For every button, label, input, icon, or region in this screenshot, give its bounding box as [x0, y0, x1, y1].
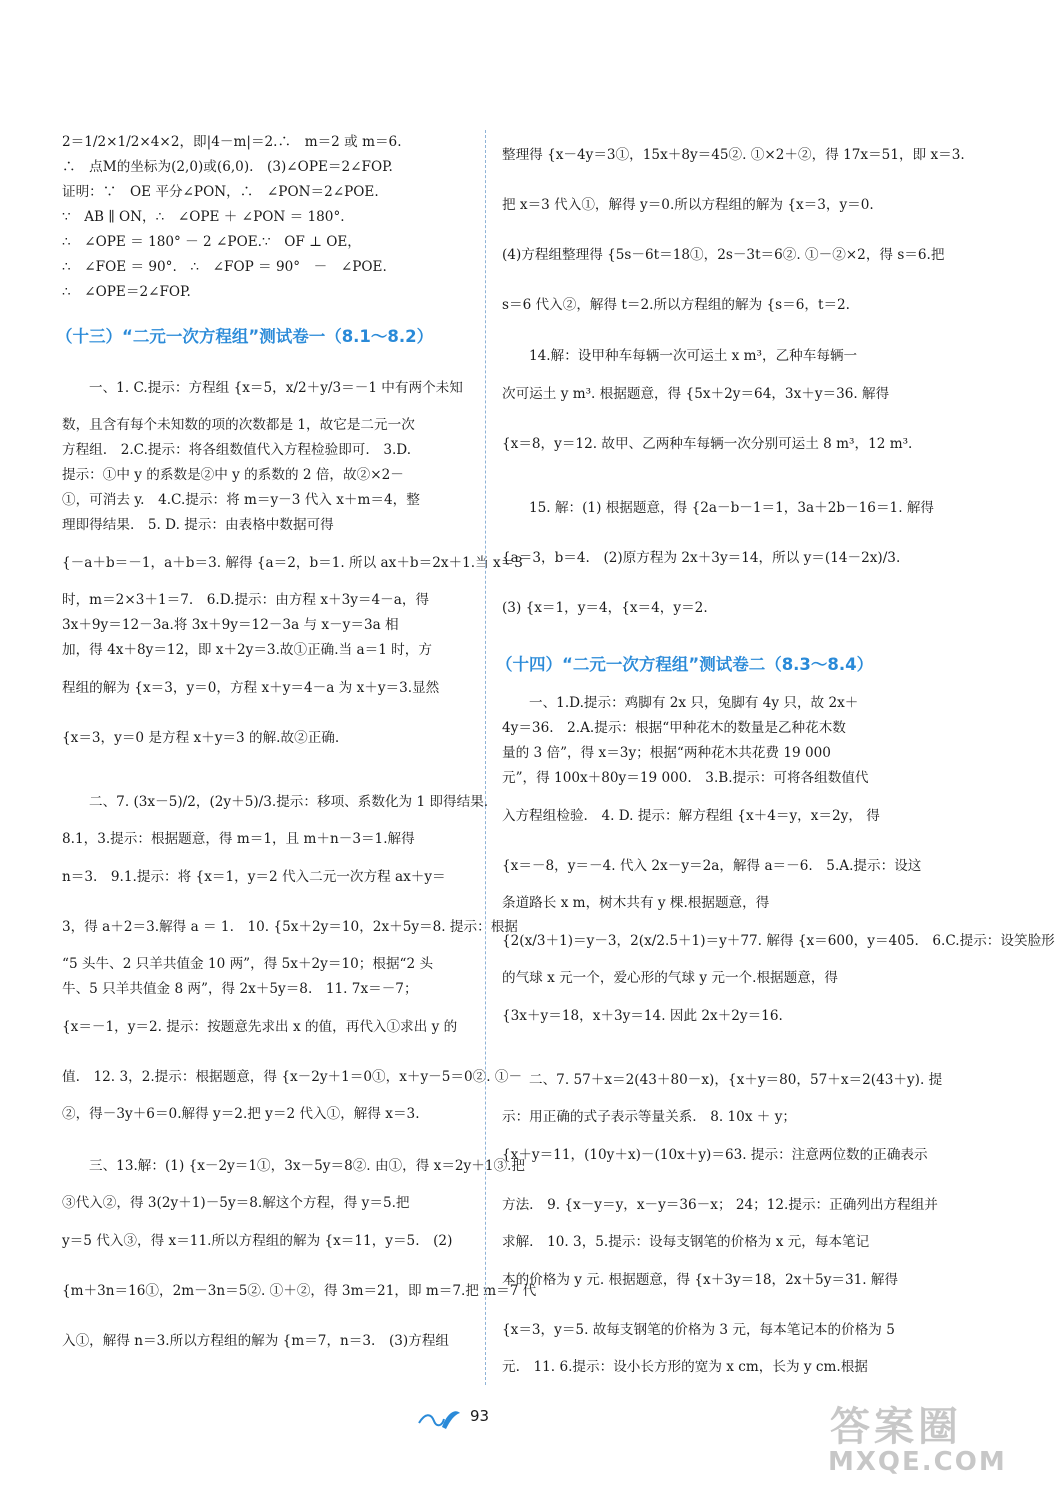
- left-fill-answers: [62, 777, 523, 1127]
- answer-line: “5 头牛、2 只羊共值金 10 两”，得 5x＋2y＝10；根据“2 头: [62, 956, 434, 972]
- answer-line: {－a＋b＝－1，a＋b＝3. 解得 {a＝2，b＝1. 所以 ax＋b＝2x＋1.当 x＝3: [62, 555, 523, 571]
- answer-line: 三、13.解：(1) {x－2y＝1①，3x－5y＝8②. 由①，得 x＝2y＋1③.把: [89, 1158, 525, 1174]
- answer-line: 元. 11. 6.提示：设小长方形的宽为 x cm，长为 y cm.根据: [502, 1359, 868, 1375]
- answer-line: 入方程组检验. 4. D. 提示：解方程组 {x＋4＝y，x＝2y， 得: [502, 808, 880, 824]
- answer-line: 整理得 {x－4y＝3①，15x＋8y＝45②. ①×2＋②，得 17x＝51，即 x＝3.: [502, 147, 965, 163]
- answer-line: 牛、5 只羊共值金 8 两”，得 2x＋5y＝8. 11. 7x＝－7；: [62, 981, 418, 997]
- answer-line: ∴ ∠OPE ＝ 180° － 2 ∠POE.∵ OF ⊥ OE，: [62, 234, 361, 250]
- answer-line: 本的价格为 y 元. 根据题意，得 {x＋3y＝18，2x＋5y＝31. 解得: [502, 1272, 899, 1288]
- left-column: [56, 130, 537, 1366]
- answer-line: 值. 12. 3，2.提示：根据题意，得 {x－2y＋1＝0①，x＋y－5＝0②. ①－: [62, 1069, 523, 1085]
- answer-line: {3x＋y＝18，x＋3y＝14. 因此 2x＋2y＝16.: [502, 1008, 783, 1024]
- answer-line: y＝5 代入③，得 x＝11.所以方程组的解为 {x＝11，y＝5. (2): [62, 1233, 453, 1249]
- answer-line: 提示：①中 y 的系数是②中 y 的系数的 2 倍，故②×2－: [62, 467, 404, 483]
- answer-line: 3x＋9y＝12－3a.将 3x＋9y＝12－3a 与 x－y＝3a 相: [62, 617, 399, 633]
- answer-line: (4)方程组整理得 {5s－6t＝18①，2s－3t＝6②. ①－②×2，得 s＝6.把: [502, 247, 945, 263]
- answer-line: ②，得－3y＋6＝0.解得 y＝2.把 y＝2 代入①，解得 x＝3.: [62, 1106, 420, 1122]
- answer-line: 入①，解得 n＝3.所以方程组的解为 {m＝7，n＝3. (3)方程组: [62, 1333, 450, 1349]
- answer-line: 证明：∵ OE 平分∠PON，∴ ∠PON＝2∠POE.: [62, 184, 379, 200]
- section-heading-14: （十四）“二元一次方程组”测试卷二（8.3～8.4）: [496, 655, 874, 674]
- answer-line: ③代入②，得 3(2y＋1)－5y＝8.解这个方程，得 y＝5.把: [62, 1195, 410, 1211]
- answer-line: 求解. 10. 3，5.提示：设每支钢笔的价格为 x 元，每本笔记: [502, 1234, 870, 1250]
- answer-line: 条道路长 x m，树木共有 y 棵.根据题意，得: [502, 895, 770, 911]
- answer-line: 数，且含有每个未知数的项的次数都是 1，故它是二元一次: [62, 417, 415, 433]
- answer-line: 的气球 x 元一个，爱心形的气球 y 元一个.根据题意，得: [502, 970, 839, 986]
- right-fill-answers: [502, 1055, 943, 1380]
- watermark-text-cn: 答案圈: [830, 1404, 962, 1450]
- answer-line: 15. 解：(1) 根据题意，得 {2a－b－1＝1，3a＋2b－16＝1. 解得: [529, 500, 935, 516]
- left-solve-answers: [62, 1141, 537, 1366]
- answer-line: {2(x/3＋1)＝y－3，2(x/2.5＋1)＝y＋77. 解得 {x＝600，y＝405. 6.C.提示：设笑脸形: [502, 933, 1055, 949]
- answer-line: 一、1.D.提示：鸡脚有 2x 只，兔脚有 4y 只，故 2x＋: [529, 695, 859, 711]
- answer-line: ①，可消去 y. 4.C.提示：将 m＝y－3 代入 x＋m＝4，整: [62, 492, 420, 508]
- answer-line: 示：用正确的式子表示等量关系. 8. 10x ＋ y；: [502, 1109, 796, 1125]
- answer-line: ∴ 点M的坐标为(2,0)或(6,0). (3)∠OPE＝2∠FOP.: [62, 159, 393, 175]
- answer-line: {x＝3，y＝5. 故每支钢笔的价格为 3 元，每本笔记本的价格为 5: [502, 1322, 895, 1338]
- answer-line: 8.1，3.提示：根据题意，得 m＝1，且 m＋n－3＝1.解得: [62, 831, 415, 847]
- answer-line: 一、1. C.提示：方程组 {x＝5，x/2＋y/3＝－1 中有两个未知: [89, 380, 463, 396]
- answer-line: {x＝－8，y＝－4. 代入 2x－y＝2a，解得 a＝－6. 5.A.提示：设这: [502, 858, 922, 874]
- right-column: [496, 130, 1055, 1380]
- answer-line: 4y＝36. 2.A.提示：根据“甲种花木的数量是乙种花木数: [502, 720, 846, 736]
- answer-line: ∵ AB ∥ ON，∴ ∠OPE ＋ ∠PON ＝ 180°.: [62, 209, 345, 225]
- section-heading-13: （十三）“二元一次方程组”测试卷一（8.1～8.2）: [56, 327, 434, 346]
- answer-line: 方程组. 2.C.提示：将各组数值代入方程检验即可. 3.D.: [62, 442, 412, 458]
- answer-line: 理即得结果. 5. D. 提示：由表格中数据可得: [62, 517, 334, 533]
- answer-line: {x＝3，y＝0 是方程 x＋y＝3 的解.故②正确.: [62, 730, 340, 746]
- answer-line: ∴ ∠FOE ＝ 90°. ∴ ∠FOP ＝ 90° － ∠POE.: [62, 259, 387, 275]
- left-solution-continuation: [62, 130, 478, 305]
- answer-line: 3，得 a＋2＝3.解得 a ＝ 1. 10. {5x＋2y＝10，2x＋5y＝8. 提示：根据: [62, 919, 518, 935]
- left-choice-answers: [62, 363, 523, 763]
- answer-line: (3) {x＝1，y＝4，{x＝4，y＝2.: [502, 600, 708, 616]
- answer-line: {m＋3n＝16①，2m－3n＝5②. ①＋②，得 3m＝21，即 m＝7.把 m＝7 代: [62, 1283, 537, 1299]
- page-number: 93: [470, 1407, 490, 1425]
- wave-ornament-icon: [416, 1407, 462, 1433]
- answer-line: {a＝3，b＝4. (2)原方程为 2x＋3y＝14，所以 y＝(14－2x)/3.: [502, 550, 901, 566]
- answer-line: {x＝8，y＝12. 故甲、乙两种车每辆一次分别可运土 8 m³，12 m³.: [502, 436, 913, 452]
- right-problem-15: [502, 483, 935, 633]
- answer-line: 加，得 4x＋8y＝12，即 x＋2y＝3.故①正确.当 a＝1 时，方: [62, 642, 432, 658]
- answer-line: 方法. 9. {x－y＝y，x－y＝36－x； 24；12.提示：正确列出方程组并: [502, 1197, 938, 1213]
- answer-line: 把 x＝3 代入①，解得 y＝0.所以方程组的解为 {x＝3，y＝0.: [502, 197, 874, 213]
- right-choice-answers: [502, 691, 1055, 1041]
- answer-line: 二、7. (3x－5)/2，(2y＋5)/3.提示：移项、系数化为 1 即得结果.: [89, 794, 489, 810]
- watermark-text-url: MXQE.COM: [828, 1447, 1007, 1477]
- watermark-logo: [810, 1395, 1007, 1483]
- right-problem-14: [502, 344, 918, 469]
- answer-line: 次可运土 y m³. 根据题意，得 {5x＋2y＝64，3x＋y＝36. 解得: [502, 386, 890, 402]
- answer-line: n＝3. 9.1.提示：将 {x＝1，y＝2 代入二元一次方程 ax＋y＝: [62, 869, 446, 885]
- answer-line: 程组的解为 {x＝3，y＝0，方程 x＋y＝4－a 为 x＋y＝3.显然: [62, 680, 440, 696]
- answer-line: 量的 3 倍”，得 x＝3y；根据“两种花木共花费 19 000: [502, 745, 831, 761]
- answer-line: {x＝－1，y＝2. 提示：按题意先求出 x 的值，再代入①求出 y 的: [62, 1019, 458, 1035]
- answer-line: 时，m＝2×3＋1＝7. 6.D.提示：由方程 x＋3y＝4－a，得: [62, 592, 430, 608]
- answer-line: s＝6 代入②，解得 t＝2.所以方程组的解为 {s＝6，t＝2.: [502, 297, 851, 313]
- answer-line: ∴ ∠OPE＝2∠FOP.: [62, 284, 191, 300]
- answer-line: 2＝1/2×1/2×4×2，即|4－m|＝2.∴ m＝2 或 m＝6.: [62, 134, 402, 150]
- answer-line: 14.解：设甲种车每辆一次可运土 x m³，乙种车每辆一: [529, 348, 858, 364]
- answer-line: 元”，得 100x＋80y＝19 000. 3.B.提示：可将各组数值代: [502, 770, 869, 786]
- right-solution-continuation: [502, 130, 965, 330]
- column-divider: [485, 130, 486, 1385]
- answer-line: 二、7. 57＋x＝2(43＋80－x)，{x＋y＝80，57＋x＝2(43＋y). 提: [529, 1072, 943, 1088]
- answer-line: {x＋y＝11，(10y＋x)－(10x＋y)＝63. 提示：注意两位数的正确表示: [502, 1147, 928, 1163]
